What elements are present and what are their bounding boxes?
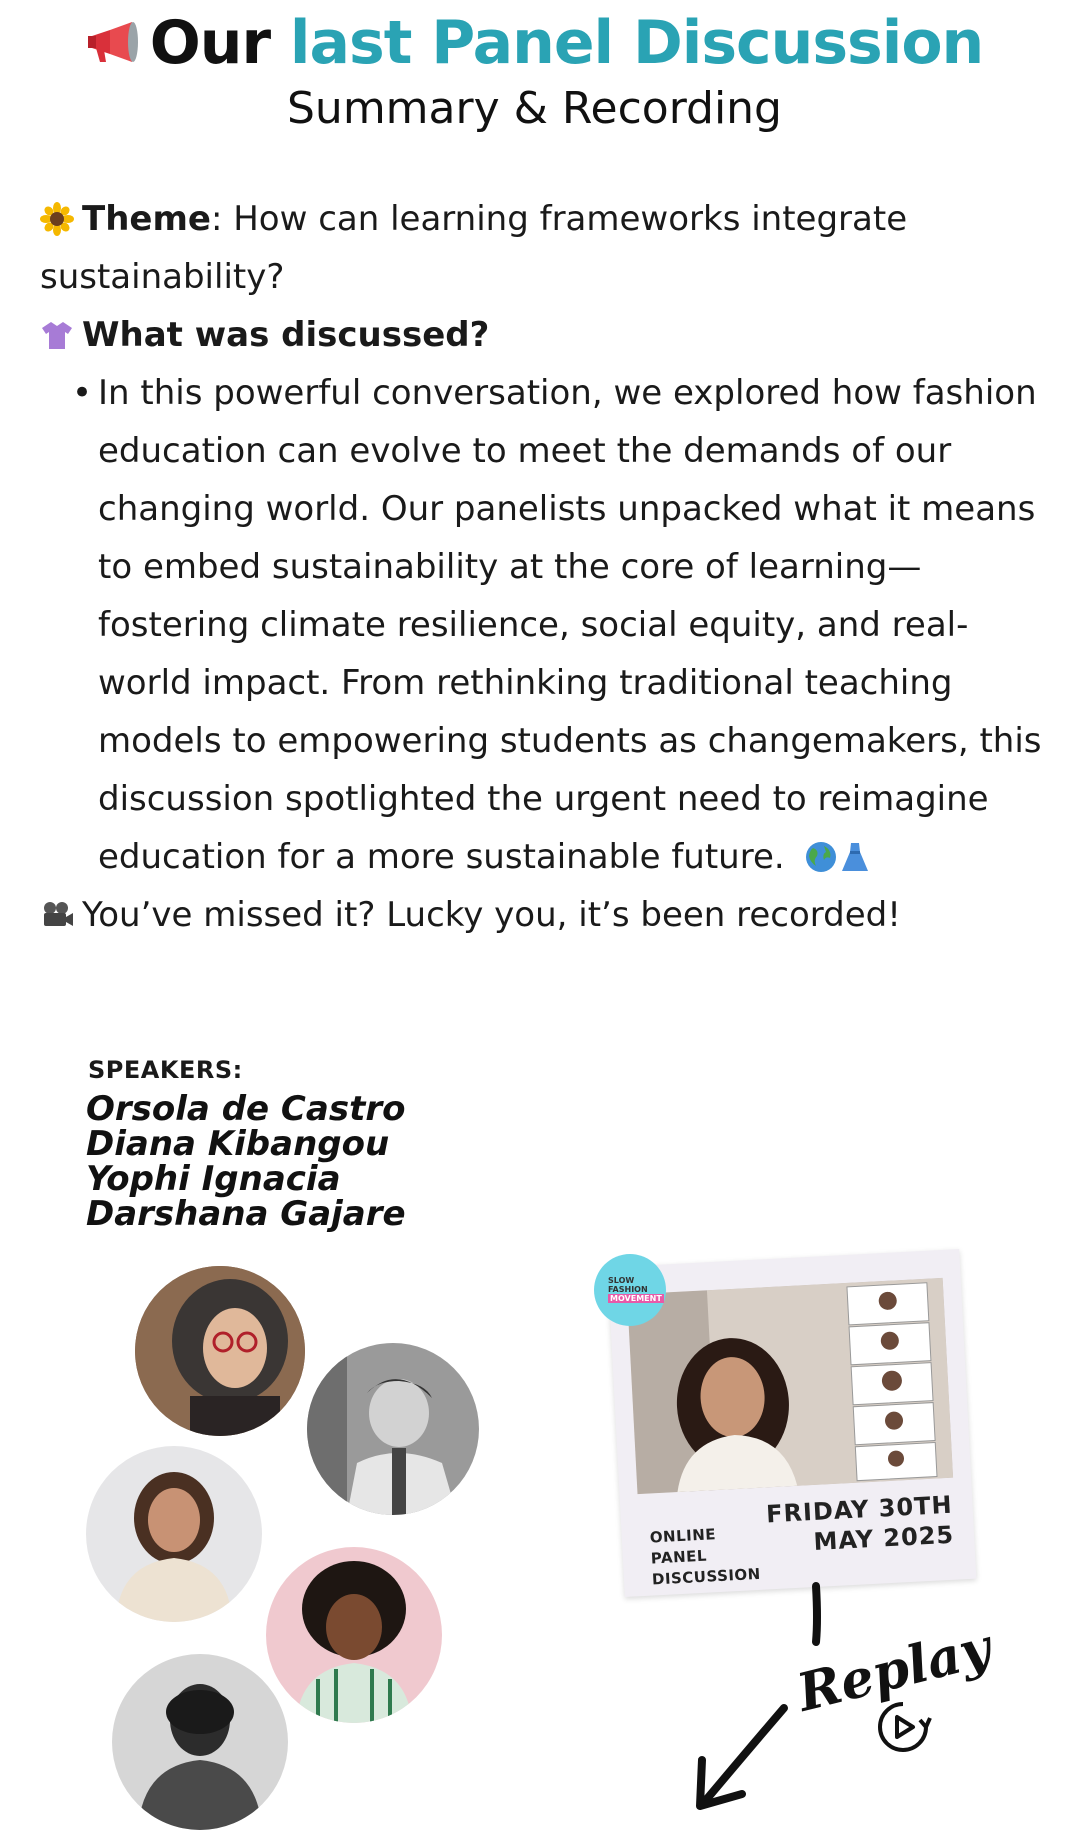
speaker-photo	[307, 1343, 479, 1515]
speakers-list	[86, 1089, 406, 1234]
card-label-line: DISCUSSION	[651, 1564, 762, 1589]
page-title	[0, 8, 1069, 81]
arrow-icon	[688, 1580, 828, 1820]
discussed-body: In this powerful conversation, we explored how fashion education can evolve to meet the demands of our changing world. Our panelists unpacked what it means to embed sustainability at the core of learning—fostering climate resilience, social equity, and real-world impact. From rethinking traditional teaching models to empowering students as changemakers, this discussion spotlighted the urgent need to reimagine education for a more sustainable future.	[98, 373, 1042, 877]
speaker-photo	[112, 1654, 288, 1830]
discussed-label: What was discussed?	[82, 315, 490, 355]
recorded-line	[40, 886, 1050, 944]
theme-text: : How can learning frameworks integrate sustainability?	[40, 199, 908, 297]
card-date-line: FRIDAY 30TH	[765, 1490, 954, 1529]
discussed-bullet	[40, 364, 1050, 886]
title-accent: last Panel Discussion	[289, 8, 984, 78]
speaker-name: Diana Kibangou	[86, 1124, 390, 1164]
play-icon[interactable]	[874, 1698, 932, 1756]
earth-icon	[804, 834, 838, 868]
speaker-photo	[135, 1266, 305, 1436]
badge-line: MOVEMENT	[610, 1294, 662, 1303]
theme-line	[40, 190, 1050, 306]
replay-label[interactable]: Replay	[791, 1617, 997, 1724]
card-date-line: MAY 2025	[812, 1520, 955, 1557]
speakers-heading: SPEAKERS:	[88, 1056, 243, 1084]
dress-icon	[838, 834, 872, 868]
card-label-line: PANEL	[650, 1546, 708, 1568]
slow-fashion-logo	[594, 1254, 666, 1326]
speaker-photo	[266, 1547, 442, 1723]
speaker-name: Darshana Gajare	[86, 1194, 406, 1234]
camera-icon	[40, 892, 74, 926]
bullet-dot: •	[72, 373, 93, 413]
badge-line: FASHION	[608, 1285, 648, 1294]
video-frame	[627, 1278, 953, 1494]
sunflower-icon	[40, 196, 74, 230]
header	[0, 8, 1069, 135]
discussed-heading	[40, 306, 1050, 364]
summary	[40, 190, 1050, 944]
speaker-name: Orsola de Castro	[86, 1089, 406, 1129]
card-date	[765, 1490, 954, 1560]
theme-label: Theme	[82, 199, 211, 239]
title-prefix: Our	[149, 8, 271, 78]
tshirt-icon	[40, 312, 74, 346]
megaphone-icon	[86, 11, 142, 81]
recorded-text: You’ve missed it? Lucky you, it’s been recorded!	[82, 895, 901, 935]
speaker-photo	[86, 1446, 262, 1622]
card-label-line: ONLINE	[649, 1525, 717, 1547]
speaker-name: Yophi Ignacia	[86, 1159, 341, 1199]
badge-line: SLOW	[608, 1276, 635, 1285]
page-subtitle: Summary & Recording	[287, 83, 782, 135]
